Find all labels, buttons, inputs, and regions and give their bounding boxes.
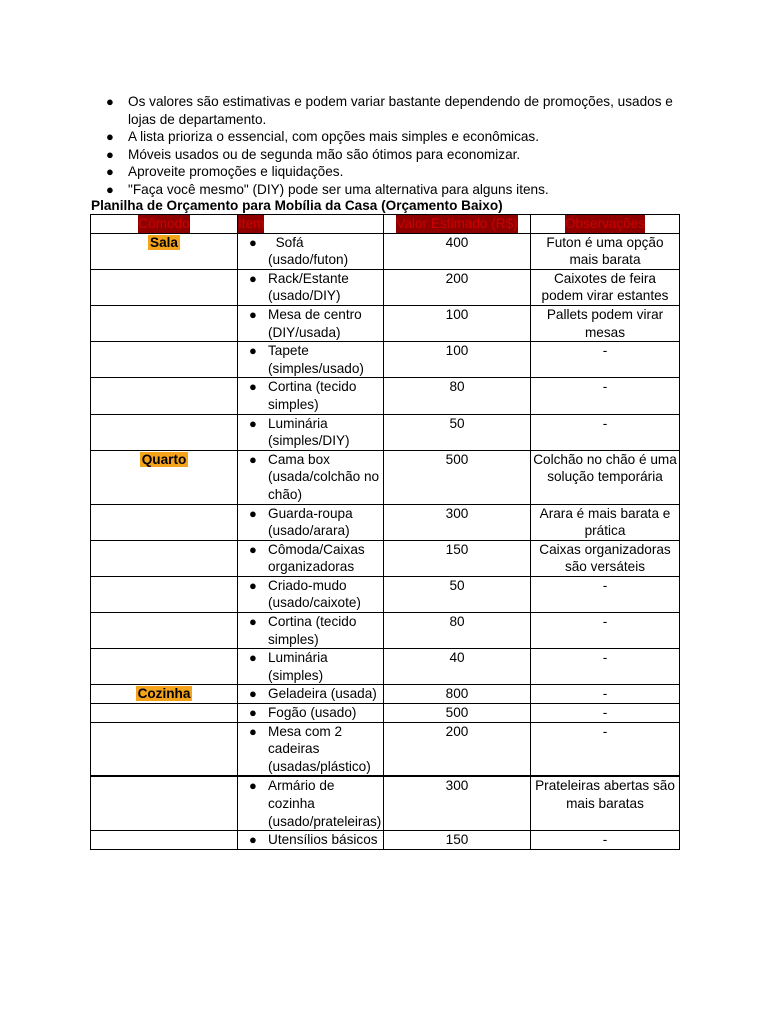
- table-row: [91, 504, 680, 540]
- cell-observation: -: [531, 704, 680, 723]
- cell-observation: -: [531, 831, 680, 850]
- item-label: Cama box (usada/colchão no chão): [268, 451, 383, 502]
- cell-room: [91, 378, 238, 414]
- cell-room: [91, 540, 238, 576]
- room-label: Cozinha: [137, 686, 191, 702]
- table-row: [91, 831, 680, 850]
- bullet-icon: ●: [106, 129, 114, 145]
- bullet-icon: ●: [249, 415, 257, 431]
- cell-room: [91, 342, 238, 378]
- table-row: [91, 649, 680, 685]
- cell-item: [238, 414, 384, 450]
- cell-value: 100: [384, 342, 531, 378]
- cell-observation: -: [531, 649, 680, 685]
- bullet-icon: ●: [106, 94, 114, 109]
- table-header-row: [91, 215, 680, 234]
- item-label: Mesa de centro (DIY/usada): [268, 306, 366, 340]
- cell-value: 150: [384, 831, 531, 850]
- cell-item: [238, 342, 384, 378]
- bullet-icon: ●: [249, 577, 257, 593]
- cell-observation: -: [531, 414, 680, 450]
- cell-value: 100: [384, 305, 531, 341]
- item-label: Cômoda/Caixas organizadoras: [268, 541, 369, 575]
- cell-item: [238, 576, 384, 612]
- bullet-icon: ●: [249, 379, 257, 395]
- cell-room: [91, 722, 238, 776]
- item-label: Guarda-roupa (usado/arara): [268, 505, 357, 539]
- notes-list: [91, 93, 691, 199]
- cell-room: [91, 269, 238, 305]
- note-item: ● Aproveite promoções e liquidações.: [106, 164, 344, 180]
- bullet-icon: ●: [249, 686, 257, 702]
- item-label: Rack/Estante (usado/DIY): [268, 270, 353, 304]
- cell-value: 80: [384, 613, 531, 649]
- table-row: [91, 704, 680, 723]
- bullet-icon: ●: [249, 234, 257, 250]
- note-item: ● Os valores são estimativas e podem variar bastante dependendo de promoções, usados e lojas de departamento.: [106, 94, 673, 127]
- bullet-icon: ●: [106, 146, 114, 162]
- table-row: [91, 540, 680, 576]
- cell-item: [238, 450, 384, 504]
- item-label: Tapete (simples/usado): [268, 343, 364, 376]
- cell-value: 400: [384, 233, 531, 269]
- cell-observation: -: [531, 576, 680, 612]
- header-room: Cômodo: [91, 215, 238, 234]
- cell-room: [91, 576, 238, 612]
- bullet-icon: ●: [249, 778, 257, 794]
- cell-item: [238, 704, 384, 723]
- item-label: Luminária (simples): [268, 650, 332, 683]
- cell-observation: Colchão no chão é uma solução temporária: [531, 450, 680, 504]
- cell-item: [238, 233, 384, 269]
- item-label: Luminária (simples/DIY): [268, 415, 350, 449]
- bullet-icon: ●: [249, 832, 257, 848]
- table-row: [91, 269, 680, 305]
- cell-room: [91, 831, 238, 850]
- item-label: Cortina (tecido simples): [268, 379, 361, 412]
- table-row: [91, 776, 680, 830]
- cell-item: [238, 378, 384, 414]
- cell-item: [238, 649, 384, 685]
- cell-observation: -: [531, 342, 680, 378]
- cell-room: [91, 704, 238, 723]
- cell-value: 150: [384, 540, 531, 576]
- cell-observation: Futon é uma opção mais barata: [531, 233, 680, 269]
- bullet-icon: ●: [249, 451, 257, 467]
- item-label: Fogão (usado): [268, 705, 357, 721]
- cell-room: [91, 414, 238, 450]
- bullet-icon: ●: [249, 614, 257, 630]
- table-row: [91, 685, 680, 704]
- item-label: Cortina (tecido simples): [268, 614, 361, 647]
- cell-observation: Prateleiras abertas são mais baratas: [531, 776, 680, 830]
- cell-value: 500: [384, 704, 531, 723]
- table-row: [91, 414, 680, 450]
- cell-value: 300: [384, 504, 531, 540]
- bullet-icon: ●: [249, 541, 257, 557]
- bullet-icon: ●: [249, 723, 257, 739]
- cell-value: 800: [384, 685, 531, 704]
- item-label: Utensílios básicos: [268, 832, 378, 848]
- item-label: Mesa com 2 cadeiras (usadas/plástico): [268, 723, 371, 774]
- cell-observation: -: [531, 378, 680, 414]
- cell-value: 500: [384, 450, 531, 504]
- cell-item: [238, 613, 384, 649]
- cell-value: 40: [384, 649, 531, 685]
- header-observations: Observações: [531, 215, 680, 234]
- cell-item: [238, 269, 384, 305]
- cell-value: 300: [384, 776, 531, 830]
- cell-value: 200: [384, 722, 531, 776]
- bullet-icon: ●: [249, 505, 257, 521]
- cell-value: 50: [384, 576, 531, 612]
- note-item: ● A lista prioriza o essencial, com opções mais simples e econômicas.: [106, 129, 540, 145]
- cell-value: 50: [384, 414, 531, 450]
- document-title: Planilha de Orçamento para Mobília da Casa (Orçamento Baixo): [91, 198, 503, 213]
- table-row: [91, 305, 680, 341]
- cell-room: [91, 504, 238, 540]
- table-row: [91, 576, 680, 612]
- table-row: [91, 613, 680, 649]
- bullet-icon: ●: [106, 164, 114, 180]
- cell-item: [238, 722, 384, 776]
- bullet-icon: ●: [249, 306, 257, 322]
- item-label: Criado-mudo (usado/caixote): [268, 577, 361, 611]
- cell-value: 80: [384, 378, 531, 414]
- cell-observation: -: [531, 685, 680, 704]
- budget-table: [90, 214, 680, 850]
- cell-item: [238, 776, 384, 830]
- table-row: [91, 450, 680, 504]
- cell-item: [238, 685, 384, 704]
- cell-observation: Pallets podem virar mesas: [531, 305, 680, 341]
- item-label: Geladeira (usada): [268, 686, 377, 702]
- table-row: [91, 378, 680, 414]
- cell-room: [91, 233, 238, 269]
- cell-value: 200: [384, 269, 531, 305]
- bullet-icon: ●: [249, 705, 257, 721]
- header-value: Valor Estimado (R$): [384, 215, 531, 234]
- header-item: Item: [238, 215, 384, 234]
- cell-room: [91, 685, 238, 704]
- bullet-icon: ●: [249, 270, 257, 286]
- cell-observation: Caixotes de feira podem virar estantes: [531, 269, 680, 305]
- cell-item: [238, 831, 384, 850]
- item-label: Sofá (usado/futon): [268, 234, 349, 268]
- note-item: ● Móveis usados ou de segunda mão são ótimos para economizar.: [106, 146, 521, 162]
- cell-item: [238, 305, 384, 341]
- table-row: [91, 342, 680, 378]
- bullet-icon: ●: [249, 650, 257, 666]
- table-row: [91, 722, 680, 776]
- bullet-icon: ●: [249, 343, 257, 359]
- cell-observation: Arara é mais barata e prática: [531, 504, 680, 540]
- cell-room: [91, 305, 238, 341]
- room-label: Quarto: [141, 451, 187, 467]
- item-label: Armário de cozinha (usado/prateleiras): [268, 778, 382, 829]
- cell-observation: -: [531, 613, 680, 649]
- cell-room: [91, 649, 238, 685]
- cell-room: [91, 450, 238, 504]
- cell-item: [238, 504, 384, 540]
- cell-item: [238, 540, 384, 576]
- cell-observation: -: [531, 722, 680, 776]
- room-label: Sala: [150, 234, 178, 250]
- table-row: [91, 233, 680, 269]
- note-item: ● "Faça você mesmo" (DIY) pode ser uma alternativa para alguns itens.: [106, 181, 549, 197]
- bullet-icon: ●: [106, 181, 114, 197]
- cell-room: [91, 776, 238, 830]
- cell-room: [91, 613, 238, 649]
- cell-observation: Caixas organizadoras são versáteis: [531, 540, 680, 576]
